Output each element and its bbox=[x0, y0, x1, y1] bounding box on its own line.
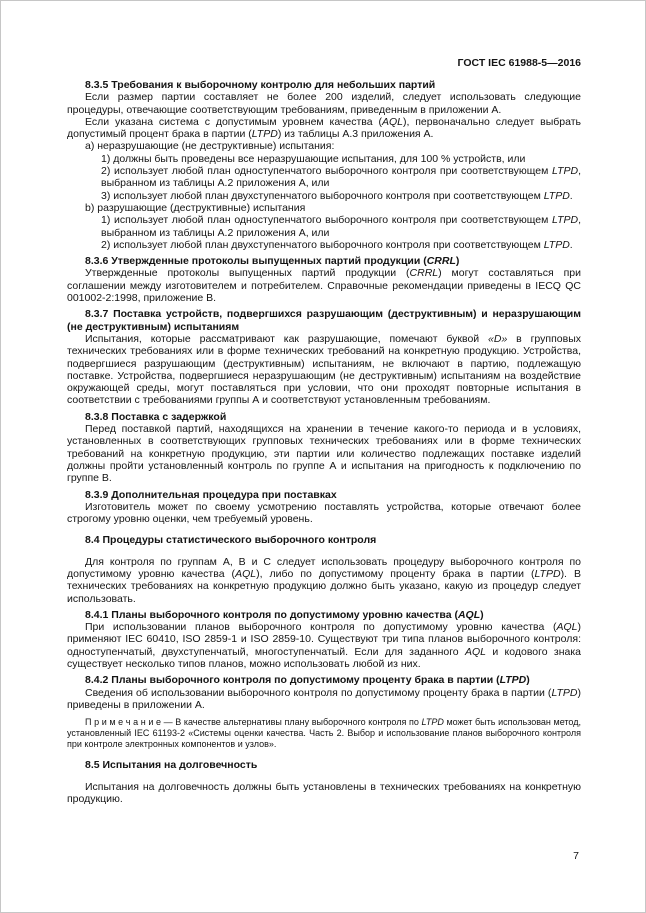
section-heading: 8.5 Испытания на долговечность bbox=[85, 759, 258, 772]
paragraph: b) разрушающие (деструктивные) испытания bbox=[85, 201, 306, 214]
paragraph: При использовании планов выборочного контроля по допустимому уровню качества (AQL) применяют IEC 60410, ISO 2859-1 и ISO 2859-10. Существуют три типа планов выборочного контроля: одноступенчатый, двухступенчатый, многоступенчатый. Если для заданного AQL и кодового знака существует несколько типов планов, можно использовать любой из них. bbox=[67, 621, 581, 671]
paragraph: Если размер партии составляет не более 200 изделий, следует использовать следующие процедуры, отвечающие соответствующим требованиям, приведенным в приложении А. bbox=[67, 91, 581, 116]
paragraph: Испытания, которые рассматривают как разрушающие, помечают буквой «D» в групповых технических требованиях или в форме технических требований на конкретную продукцию. Устройства, подвергшиеся разрушающим (деструктивным) испытаниям, не включают в партию, подлежащую поставке. Устройства, подвергшиеся неразрушающим (не деструктивным) испытаниям на воздействие окружающей среды, могут поставляться при условии, что они проходят повторные испытания в соответствии с требованиями группы А и соответствуют установленным требованиям. bbox=[67, 332, 581, 407]
running-header: ГОСТ IEC 61988-5—2016 bbox=[457, 57, 581, 69]
paragraph: Утвержденные протоколы выпущенных партий продукции (CRRL) могут составляться при соглашении между изготовителем и потребителем. Справочные рекомендации приведены в IECQ QC 001002-2:1998, приложение В. bbox=[67, 267, 581, 305]
list-item: 2) использует любой план одноступенчатого выборочного контроля при соответствующем LTPD, выбранном из таблицы А.2 приложения А, или bbox=[101, 165, 581, 190]
list-item: 1) должны быть проведены все неразрушающие испытания, для 100 % устройств, или bbox=[101, 152, 526, 165]
page-number: 7 bbox=[573, 850, 579, 862]
note-paragraph: П р и м е ч а н и е — В качестве альтернативы плану выборочного контроля по LTPD может быть использован метод, установленный IEC 61193-2 «Системы оценки качества. Часть 2. Выбор и использование планов выборочного контроля при контроле электронных компонентов и узлов». bbox=[67, 717, 581, 750]
paragraph: Изготовитель может по своему усмотрению поставлять устройства, которые отвечают более строгому уровню оценки, чем требуемый уровень. bbox=[67, 500, 581, 526]
subsection-heading: 8.4.2 Планы выборочного контроля по допустимому проценту брака в партии (LTPD) bbox=[85, 674, 530, 687]
subsection-heading: 8.3.9 Дополнительная процедура при поставках bbox=[85, 488, 337, 501]
paragraph: a) неразрушающие (не деструктивные) испытания: bbox=[85, 140, 335, 153]
subsection-heading: 8.3.8 Поставка с задержкой bbox=[85, 410, 227, 423]
section-heading: 8.4 Процедуры статистического выборочного контроля bbox=[85, 534, 377, 547]
paragraph: Если указана система с допустимым уровнем качества (AQL), первоначально следует выбрать допустимый процент брака в партии (LTPD) из таблицы А.3 приложения А. bbox=[67, 115, 581, 141]
paragraph: Испытания на долговечность должны быть установлены в технических требованиях на конкретную продукцию. bbox=[67, 780, 581, 805]
list-item: 2) использует любой план двухступенчатого выборочного контроля при соответствующем LTPD. bbox=[101, 238, 573, 251]
list-item: 1) использует любой план одноступенчатого выборочного контроля при соответствующем LTPD, выбранном из таблицы А.2 приложения А, или bbox=[101, 214, 581, 239]
document-body bbox=[67, 79, 581, 805]
subsection-heading: 8.3.6 Утвержденные протоколы выпущенных партий продукции (CRRL) bbox=[85, 255, 460, 268]
subsection-heading: 8.4.1 Планы выборочного контроля по допустимому уровню качества (AQL) bbox=[85, 608, 484, 621]
paragraph: Перед поставкой партий, находящихся на хранении в течение какого-то периода и в условиях, установленных в соответствующих групповых технических требованиях или в форме технических требований на конкретную продукцию, эти партии или количество подлежащих поставке изделий должны пройти установленный контроль по группе А и испытания на пригодность к подключению по группе В. bbox=[67, 423, 581, 485]
paragraph: Для контроля по группам А, В и С следует использовать процедуру выборочного контроля по допустимому уровню качества (AQL), либо по допустимому проценту брака в партии (LTPD). В технических требованиях на конкретную продукцию должно быть указано, какую из процедур следует использовать. bbox=[67, 555, 581, 605]
subsection-heading: 8.3.7 Поставка устройств, подвергшихся разрушающим (деструктивным) и неразрушающим (не деструктивным) испытаниям bbox=[67, 308, 581, 333]
paragraph: Сведения об использовании выборочного контроля по допустимому проценту брака в партии (LTPD) приведены в приложении А. bbox=[67, 686, 581, 711]
list-item: 3) использует любой план двухступенчатого выборочного контроля при соответствующем LTPD. bbox=[101, 189, 573, 202]
subsection-heading: 8.3.5 Требования к выборочному контролю для небольших партий bbox=[85, 79, 436, 91]
